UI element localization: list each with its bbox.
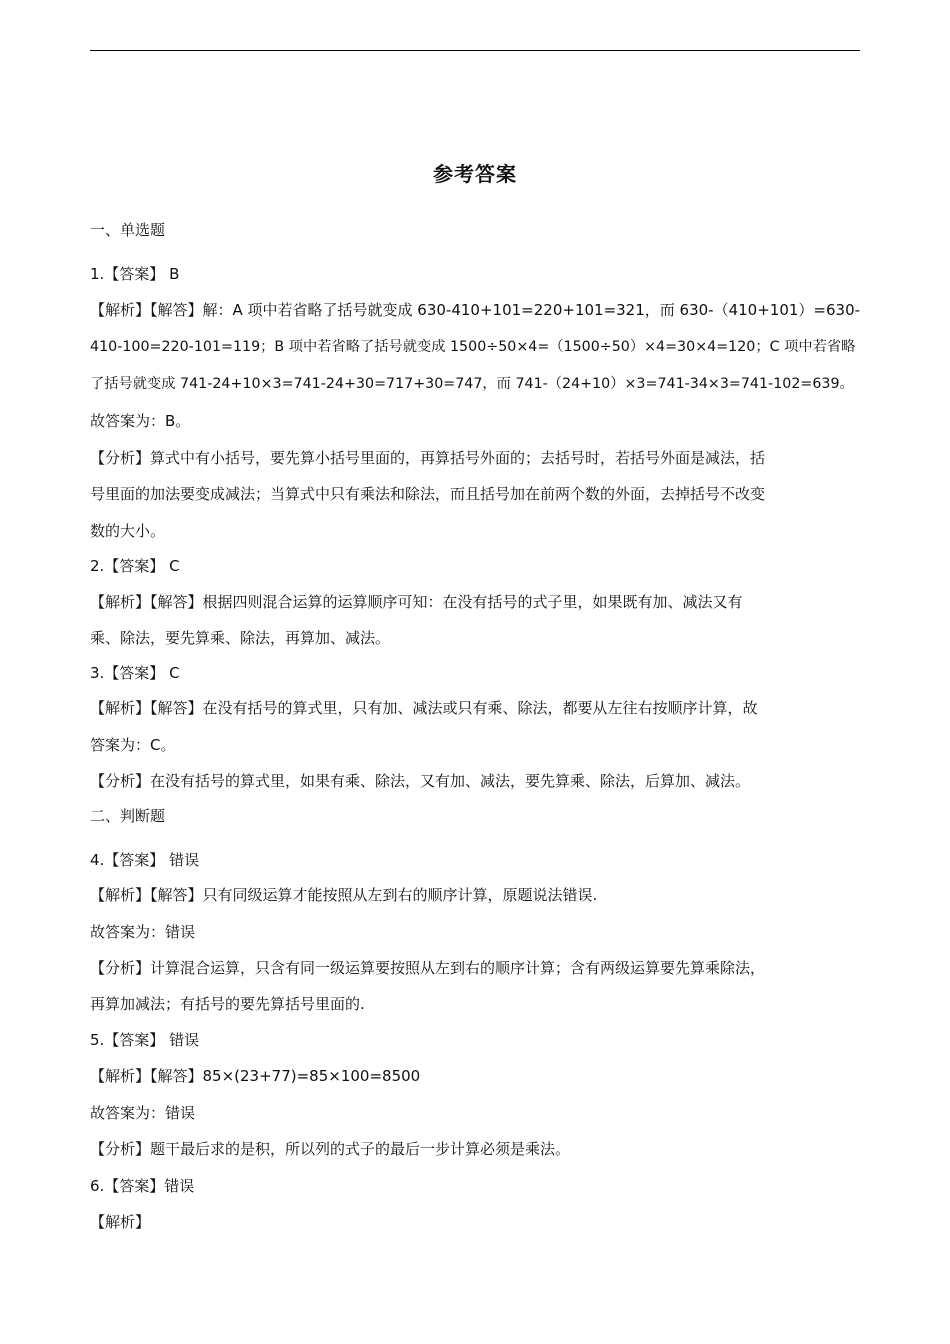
explanation-3: 【分析】在没有括号的算式里，如果有乘、除法，又有加、减法，要先算乘、除法，后算加、减法。: [90, 772, 751, 790]
header-rule: [90, 50, 860, 51]
analysis-6: 【解析】: [90, 1213, 151, 1231]
explanation-1-line-3: 数的大小。: [90, 522, 166, 540]
analysis-1-line-3: 了括号就变成 741-24+10×3=741-24+30=717+30=747，而 741-（24+10）×3=741-34×3=741-102=639。: [90, 376, 854, 392]
analysis-1-line-1: 【解析】【解答】解：A 项中若省略了括号就变成 630-410+101=220+101=321，而 630-（410+101）=630-: [90, 301, 861, 319]
answer-1: 1.【答案】 B: [90, 265, 180, 283]
conclusion-1: 故答案为：B。: [90, 412, 191, 430]
answer-2: 2.【答案】 C: [90, 557, 180, 575]
analysis-3-line-2: 答案为：C。: [90, 736, 176, 754]
explanation-4-line-1: 【分析】计算混合运算，只含有同一级运算要按照从左到右的顺序计算；含有两级运算要先算乘除法，: [90, 959, 766, 977]
explanation-4-line-2: 再算加减法；有括号的要先算括号里面的.: [90, 995, 365, 1013]
analysis-5: 【解析】【解答】85×(23+77)=85×100=8500: [90, 1067, 421, 1085]
analysis-4: 【解析】【解答】只有同级运算才能按照从左到右的顺序计算，原题说法错误.: [90, 886, 598, 904]
explanation-1-line-1: 【分析】算式中有小括号，要先算小括号里面的，再算括号外面的；去括号时，若括号外面是减法，括: [90, 449, 766, 467]
explanation-5: 【分析】题干最后求的是积，所以列的式子的最后一步计算必须是乘法。: [90, 1140, 571, 1158]
conclusion-4: 故答案为：错误: [90, 923, 196, 941]
page-title: 参考答案: [433, 162, 517, 186]
analysis-1-line-2: 410-100=220-101=119；B 项中若省略了括号就变成 1500÷50×4=（1500÷50）×4=30×4=120；C 项中若省略: [90, 339, 856, 355]
conclusion-5: 故答案为：错误: [90, 1104, 196, 1122]
answer-3: 3.【答案】 C: [90, 664, 180, 682]
answer-4: 4.【答案】 错误: [90, 851, 200, 869]
analysis-3-line-1: 【解析】【解答】在没有括号的算式里，只有加、减法或只有乘、除法，都要从左往右按顺序计算，故: [90, 699, 758, 717]
answer-5: 5.【答案】 错误: [90, 1031, 200, 1049]
analysis-2-line-2: 乘、除法，要先算乘、除法，再算加、减法。: [90, 629, 391, 647]
explanation-1-line-2: 号里面的加法要变成减法；当算式中只有乘法和除法，而且括号加在前两个数的外面，去掉括号不改变: [90, 485, 766, 503]
analysis-2-line-1: 【解析】【解答】根据四则混合运算的运算顺序可知：在没有括号的式子里，如果既有加、减法又有: [90, 593, 743, 611]
section-heading-single-choice: 一、单选题: [90, 221, 166, 239]
section-heading-true-false: 二、判断题: [90, 807, 166, 825]
answer-6: 6.【答案】错误: [90, 1177, 195, 1195]
